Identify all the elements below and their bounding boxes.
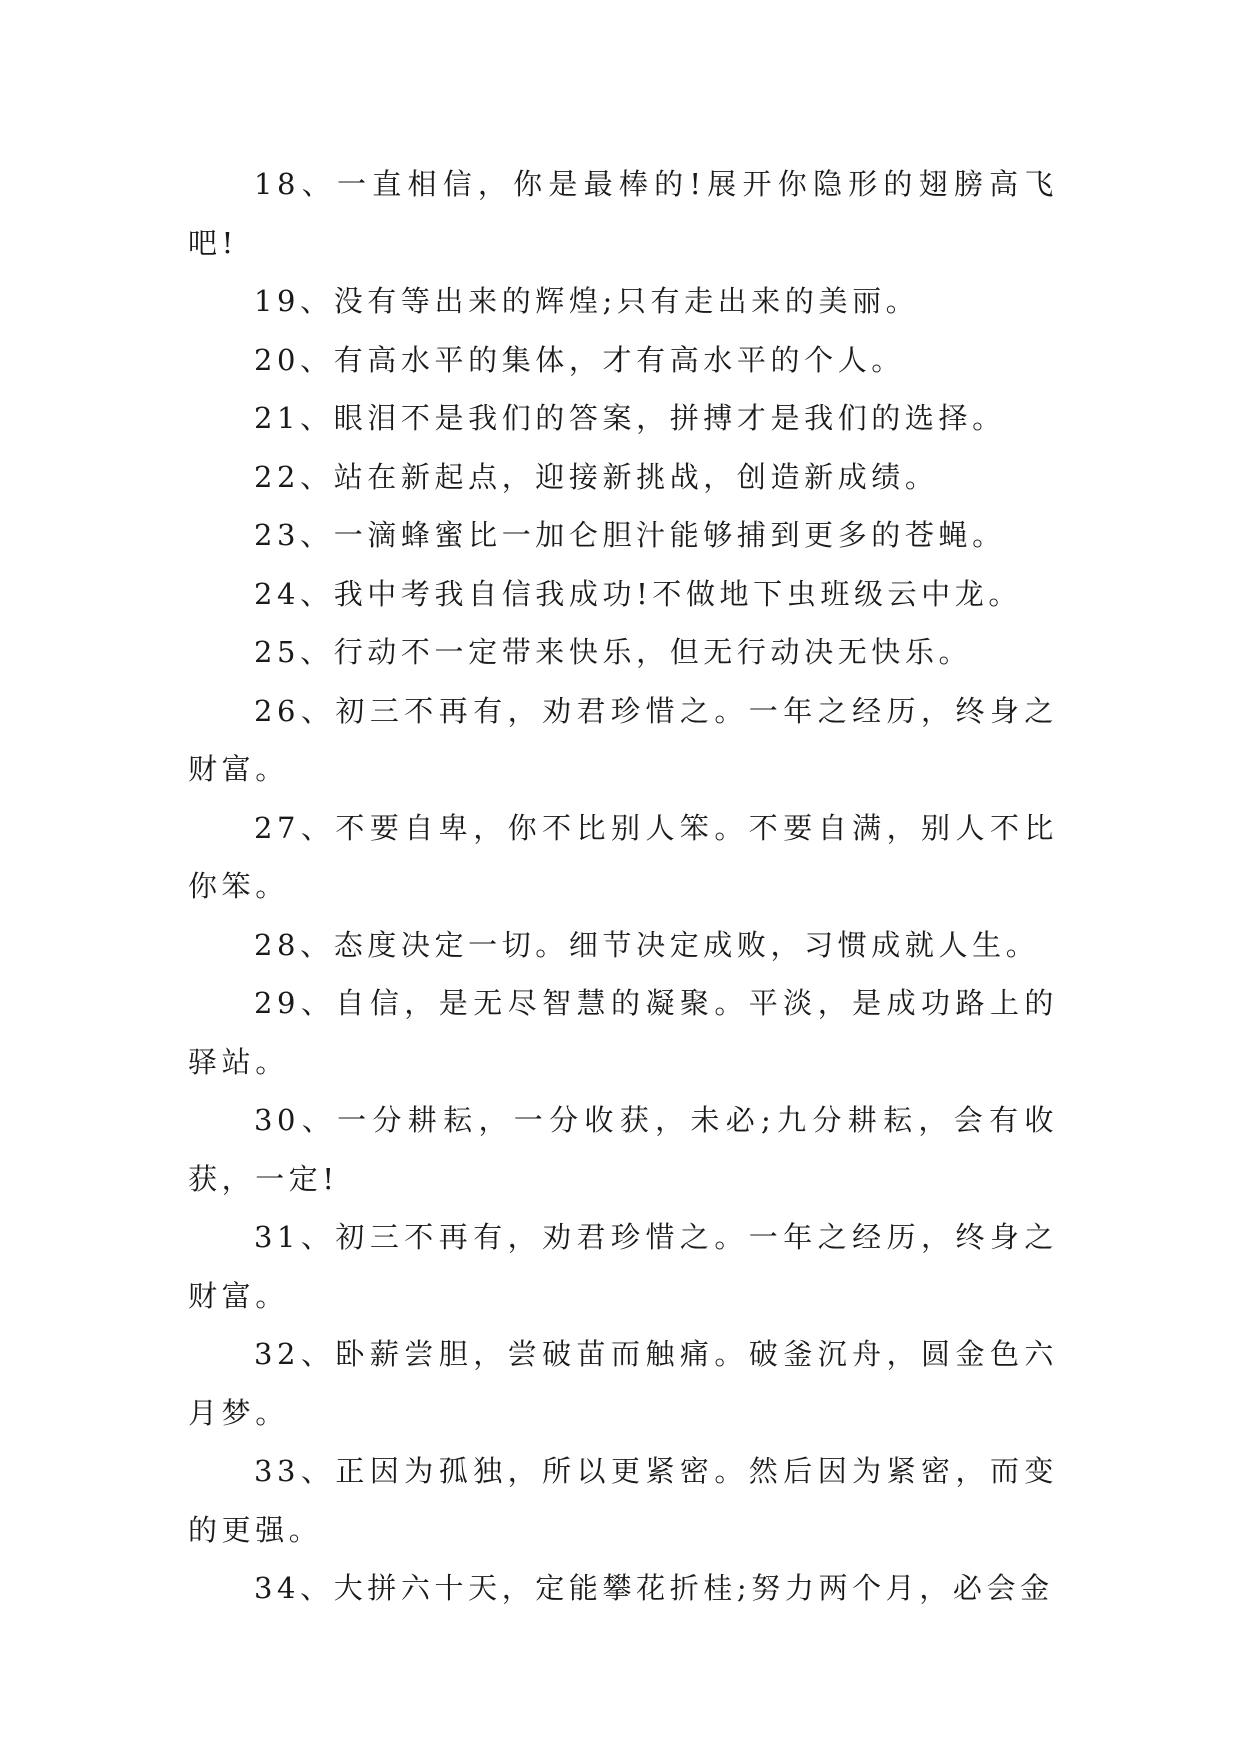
paragraph-31: 31、初三不再有，劝君珍惜之。一年之经历，终身之财富。 <box>188 1220 1058 1313</box>
paragraph-27: 27、不要自卑，你不比别人笨。不要自满，别人不比你笨。 <box>188 810 1058 903</box>
document-body <box>188 155 1058 1618</box>
paragraph-20: 20、有高水平的集体，才有高水平的个人。 <box>254 342 905 377</box>
paragraph-23: 23、一滴蜂蜜比一加仑胆汁能够捕到更多的苍蝇。 <box>254 518 1006 552</box>
paragraph-28: 28、态度决定一切。细节决定成败，习惯成就人生。 <box>254 927 1040 962</box>
paragraph-22: 22、站在新起点，迎接新挑战，创造新成绩。 <box>254 459 939 494</box>
paragraph-33: 33、正因为孤独，所以更紧密。然后因为紧密，而变的更强。 <box>188 1454 1058 1547</box>
paragraph-30: 30、一分耕耘，一分收获，未必;九分耕耘，会有收获，一定! <box>188 1103 1058 1196</box>
paragraph-32: 32、卧薪尝胆，尝破苗而触痛。破釜沉舟，圆金色六月梦。 <box>188 1337 1058 1430</box>
paragraph-26: 26、初三不再有，劝君珍惜之。一年之经历，终身之财富。 <box>188 693 1058 786</box>
paragraph-24: 24、我中考我自信我成功!不做地下虫班级云中龙。 <box>254 576 1022 611</box>
paragraph-34: 34、大拼六十天，定能攀花折桂;努力两个月，必会金 <box>254 1571 1054 1605</box>
paragraph-21: 21、眼泪不是我们的答案，拼搏才是我们的选择。 <box>254 401 1006 435</box>
paragraph-19: 19、没有等出来的辉煌;只有走出来的美丽。 <box>254 284 920 318</box>
paragraph-18: 18、一直相信，你是最棒的!展开你隐形的翅膀高飞吧! <box>188 167 1058 260</box>
paragraph-25: 25、行动不一定带来快乐，但无行动决无快乐。 <box>254 635 973 669</box>
paragraph-29: 29、自信，是无尽智慧的凝聚。平淡，是成功路上的驿站。 <box>188 986 1058 1079</box>
